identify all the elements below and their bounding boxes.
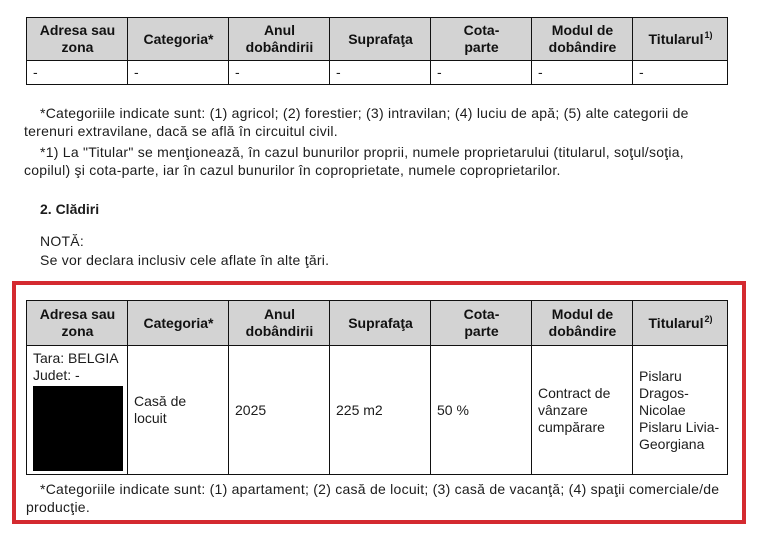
header-line: dobândirii — [245, 39, 314, 55]
header-acquisition-mode — [532, 18, 633, 61]
cell-area — [330, 346, 431, 475]
owner-line: Nicolae — [639, 401, 686, 418]
cell-category — [128, 346, 229, 475]
table-row — [27, 346, 728, 475]
header-area — [330, 18, 431, 61]
header-line: Adresa sau — [39, 306, 116, 322]
cell-owner: - — [633, 61, 728, 85]
section-title: 2. Clădiri — [40, 201, 100, 217]
address-country: Tara: BELGIA — [33, 350, 119, 366]
address-county: Judet: - — [33, 367, 80, 383]
cell-share — [431, 346, 532, 475]
buildings-table — [26, 300, 728, 475]
cell-address — [27, 346, 128, 475]
cell-line: Contract de — [538, 384, 611, 401]
cell-line: 225 m2 — [336, 401, 383, 418]
header-line: Categoria* — [143, 314, 214, 331]
owner-line: Dragos- — [639, 384, 689, 401]
header-line: Suprafaţa — [348, 30, 413, 47]
land-table — [26, 17, 728, 85]
cell-year — [229, 346, 330, 475]
header-owner-label: Titularul — [648, 314, 704, 331]
footnote-marker: 1) — [704, 29, 713, 40]
cell-line: cumpărare — [538, 418, 605, 435]
note-text: Se vor declara inclusiv cele aflate în alte ţări. — [40, 252, 330, 268]
header-line: Categoria* — [143, 30, 214, 47]
footnote-marker: 2) — [704, 313, 713, 324]
cell-area: - — [330, 61, 431, 85]
header-line: zona — [61, 39, 94, 55]
header-line: Modul de — [551, 22, 614, 38]
header-line: Suprafaţa — [348, 314, 413, 331]
header-address — [27, 301, 128, 346]
header-line: Anul — [263, 306, 296, 322]
header-line: dobândirii — [245, 323, 314, 339]
cell-line: 2025 — [235, 401, 267, 418]
header-owner-label: Titularul — [648, 30, 704, 47]
header-line: Modul de — [551, 306, 614, 322]
header-address — [27, 18, 128, 61]
header-area — [330, 301, 431, 346]
cell-acquisition-mode — [532, 346, 633, 475]
header-line: parte — [464, 323, 499, 339]
building-category-note-line: *Categoriile indicate sunt: (1) apartament; (2) casă de locuit; (3) casă de vacanţă; (4) spaţii comerciale/de — [40, 481, 720, 497]
header-line — [639, 315, 722, 332]
header-line: Adresa sau — [39, 22, 116, 38]
cell-category: - — [128, 61, 229, 85]
header-line: zona — [61, 323, 94, 339]
cell-owner — [633, 346, 728, 475]
cell-line: 50 % — [437, 401, 469, 418]
owner-line: Pislaru Livia- — [639, 418, 720, 435]
header-line: parte — [464, 39, 499, 55]
titular-note-line: copilul) şi cota-parte, iar în cazul bunurilor în coproprietate, numele coproprietarilor. — [24, 162, 561, 178]
header-line — [639, 31, 722, 48]
cell-address: - — [27, 61, 128, 85]
cell-share: - — [431, 61, 532, 85]
header-acquisition-mode — [532, 301, 633, 346]
building-category-note-line: producţie. — [26, 499, 90, 515]
redacted-block — [33, 386, 123, 471]
header-share — [431, 18, 532, 61]
header-line: dobândire — [548, 39, 617, 55]
header-line: dobândire — [548, 323, 617, 339]
land-table-header-row — [27, 18, 728, 61]
header-line: Anul — [263, 22, 296, 38]
cell-acquisition-mode: - — [532, 61, 633, 85]
land-category-note-line: *Categoriile indicate sunt: (1) agricol; (2) forestier; (3) intravilan; (4) luciu de apă; (5) alte categorii de — [40, 105, 689, 121]
header-category — [128, 18, 229, 61]
cell-line: locuit — [134, 410, 167, 426]
cell-year: - — [229, 61, 330, 85]
header-category — [128, 301, 229, 346]
note-label: NOTĂ: — [40, 233, 85, 249]
header-owner — [633, 18, 728, 61]
header-line: Cota- — [463, 22, 500, 38]
cell-line: vânzare — [538, 401, 588, 418]
owner-line: Georgiana — [639, 435, 705, 452]
header-year — [229, 301, 330, 346]
header-year — [229, 18, 330, 61]
header-line: Cota- — [463, 306, 500, 322]
header-share — [431, 301, 532, 346]
owner-line: Pislaru — [639, 367, 682, 384]
header-owner — [633, 301, 728, 346]
buildings-table-header-row — [27, 301, 728, 346]
titular-note-line: *1) La "Titular" se menţionează, în cazul bunurilor proprii, numele proprietarului (titularul, soţul/soţia, — [40, 144, 684, 160]
table-row — [27, 61, 728, 85]
cell-line: Casă de — [134, 393, 187, 409]
land-category-note-line: terenuri extravilane, dacă se află în circuitul civil. — [24, 123, 338, 139]
